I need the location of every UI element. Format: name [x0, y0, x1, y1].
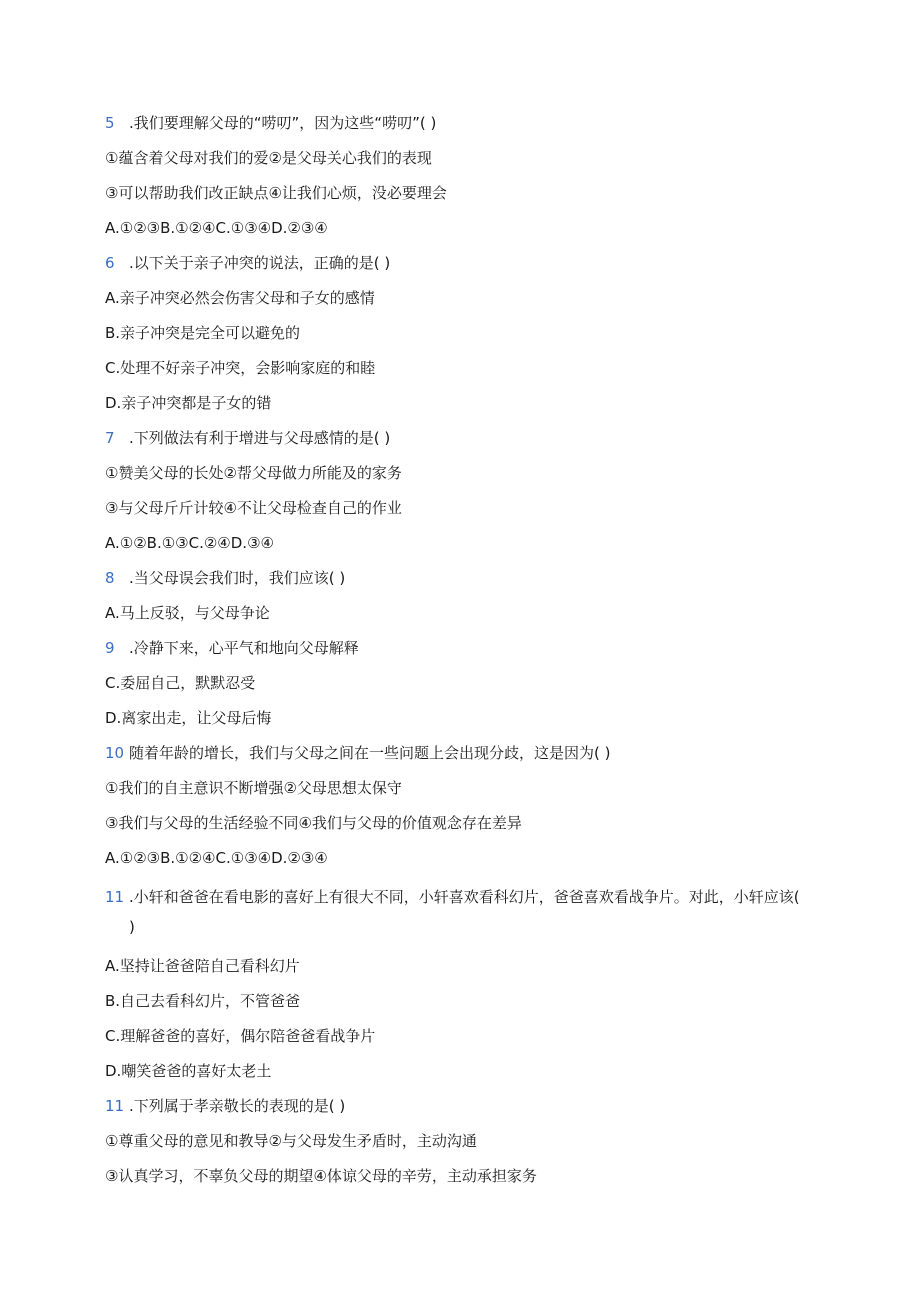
- question-line: [105, 637, 805, 672]
- answer-line: ③可以帮助我们改正缺点④让我们心烦，没必要理会: [105, 184, 447, 202]
- question-number: 7: [105, 429, 115, 447]
- question-line: [105, 427, 805, 462]
- answer-line: ③与父母斤斤计较④不让父母检查自己的作业: [105, 499, 402, 517]
- answer-line: ③我们与父母的生活经验不同④我们与父母的价值观念存在差异: [105, 814, 522, 832]
- question-text: .小轩和爸爸在看电影的喜好上有很大不同，小轩喜欢看科幻片，爸爸喜欢看战争片。对此，小轩应该( ): [129, 888, 800, 936]
- answer-line: A.马上反驳，与父母争论: [105, 604, 270, 622]
- answer-line: ③认真学习，不辜负父母的期望④体谅父母的辛劳，主动承担家务: [105, 1167, 537, 1185]
- answer-line: B.亲子冲突是完全可以避免的: [105, 324, 301, 342]
- question-text: .以下关于亲子冲突的说法，正确的是( ): [129, 254, 391, 272]
- question-number: 8: [105, 569, 115, 587]
- question-line: [105, 882, 805, 942]
- question-number: 10: [105, 744, 125, 762]
- answer-line: A.坚持让爸爸陪自己看科幻片: [105, 957, 300, 975]
- answer-line: C.处理不好亲子冲突，会影响家庭的和睦: [105, 359, 376, 377]
- question-wrap: [105, 882, 805, 942]
- answer-line: ①我们的自主意识不断增强②父母思想太保守: [105, 779, 402, 797]
- question-number: 11: [105, 888, 125, 906]
- question-line: [105, 567, 805, 602]
- question-line: [105, 252, 805, 287]
- question-text: .下列属于孝亲敬长的表现的是( ): [129, 1097, 346, 1115]
- question-line: [105, 742, 805, 777]
- answer-line: B.自己去看科幻片，不管爸爸: [105, 992, 301, 1010]
- question-text: .下列做法有利于增进与父母感情的是( ): [129, 429, 391, 447]
- answer-line: A.①②③B.①②④C.①③④D.②③④: [105, 219, 328, 237]
- answer-line: A.①②③B.①②④C.①③④D.②③④: [105, 849, 328, 867]
- answer-line: ①尊重父母的意见和教导②与父母发生矛盾时，主动沟通: [105, 1132, 477, 1150]
- answer-line: A.亲子冲突必然会伤害父母和子女的感情: [105, 289, 375, 307]
- question-text: .当父母误会我们时，我们应该( ): [129, 569, 346, 587]
- answer-line: D.亲子冲突都是子女的错: [105, 394, 272, 412]
- question-text: .我们要理解父母的“唠叨”，因为这些“唠叨”( ): [129, 114, 437, 132]
- answer-line: ①蕴含着父母对我们的爱②是父母关心我们的表现: [105, 149, 432, 167]
- answer-line: C.理解爸爸的喜好，偶尔陪爸爸看战争片: [105, 1027, 376, 1045]
- answer-line: D.离家出走，让父母后悔: [105, 709, 272, 727]
- question-text: 随着年龄的增长，我们与父母之间在一些问题上会出现分歧，这是因为( ): [129, 744, 611, 762]
- question-list: [105, 112, 805, 1200]
- answer-line: ①赞美父母的长处②帮父母做力所能及的家务: [105, 464, 402, 482]
- answer-line: A.①②B.①③C.②④D.③④: [105, 534, 274, 552]
- question-line: [105, 1095, 805, 1130]
- answer-line: D.嘲笑爸爸的喜好太老土: [105, 1062, 272, 1080]
- question-number: 6: [105, 254, 115, 272]
- question-text: .冷静下来，心平气和地向父母解释: [129, 639, 359, 657]
- question-number: 9: [105, 639, 115, 657]
- answer-line: C.委屈自己，默默忍受: [105, 674, 256, 692]
- question-number: 11: [105, 1097, 125, 1115]
- question-line: [105, 112, 805, 147]
- question-number: 5: [105, 114, 115, 132]
